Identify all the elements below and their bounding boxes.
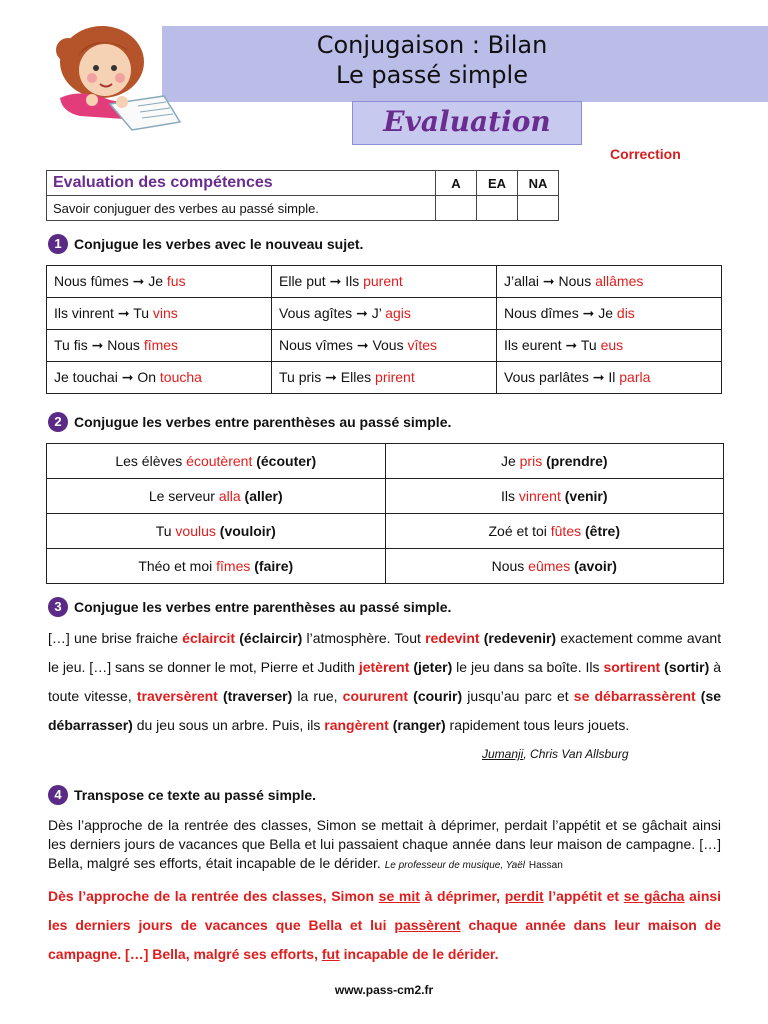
verb-hint: (éclaircir) <box>239 630 303 646</box>
answer: traversèrent <box>136 688 218 704</box>
exercise-1-row <box>47 330 722 362</box>
text-segment: l’atmosphère. Tout <box>306 630 421 646</box>
exercise-1-cell <box>497 266 722 298</box>
answer: alla <box>218 488 241 504</box>
given-form: Je touchai <box>54 369 118 385</box>
new-subject: On <box>137 369 157 385</box>
exercise-2-cell <box>385 479 724 514</box>
exercise-2-title <box>48 412 451 432</box>
exercise-1-table <box>46 265 722 394</box>
exercise-1-title <box>48 234 363 254</box>
competences-table <box>46 170 559 221</box>
exercise-1-number: 1 <box>48 234 68 254</box>
exercise-4-instruction: Transpose ce texte au passé simple. <box>74 787 317 803</box>
text-segment: ainsi les derniers jours de vacances que Bella et lui <box>48 888 722 933</box>
exercise-3-source <box>482 747 629 761</box>
arrow-icon: ➞ <box>117 305 130 321</box>
exercise-1-instruction: Conjugue les verbes avec le nouveau sujet. <box>74 236 364 252</box>
competences-title: Evaluation des compétences <box>47 171 436 196</box>
verb-hint: (jeter) <box>413 659 453 675</box>
exercise-2-table <box>46 443 724 584</box>
answer: fus <box>166 273 186 289</box>
new-subject: Tu <box>133 305 150 321</box>
arrow-icon: ➞ <box>121 369 134 385</box>
given-form: Tu pris <box>279 369 322 385</box>
new-subject: Nous <box>558 273 592 289</box>
source-author: Hassan <box>528 860 563 871</box>
answer: dis <box>616 305 635 321</box>
cell-ea <box>477 196 518 221</box>
answer: toucha <box>159 369 202 385</box>
text-segment: à toute vitesse, <box>48 659 721 704</box>
arrow-icon: ➞ <box>329 273 342 289</box>
exercise-2-number: 2 <box>48 412 68 432</box>
verb-hint: (écouter) <box>256 453 317 469</box>
verb-hint: (traverser) <box>222 688 293 704</box>
exercise-4-number: 4 <box>48 785 68 805</box>
exercise-1-cell <box>497 362 722 394</box>
new-subject: Ils <box>345 273 360 289</box>
given-form: Elle put <box>279 273 326 289</box>
exercise-2-cell <box>47 514 386 549</box>
text-segment: incapable de le dérider. <box>343 946 499 962</box>
arrow-icon: ➞ <box>132 273 145 289</box>
text-segment: chaque année dans leur maison de campagne. […] Bella, malgré ses efforts, <box>48 917 722 962</box>
verb-hint: (vouloir) <box>219 523 276 539</box>
verb-hint: (prendre) <box>546 453 608 469</box>
given-form: Nous dîmes <box>504 305 579 321</box>
verb-hint: (redevenir) <box>483 630 557 646</box>
arrow-icon: ➞ <box>356 305 368 321</box>
exercise-3-text <box>48 624 721 740</box>
given-form: Ils eurent <box>504 337 562 353</box>
subject: Le serveur <box>148 488 215 504</box>
given-form: Vous parlâtes <box>504 369 589 385</box>
new-subject: Elles <box>340 369 372 385</box>
arrow-icon: ➞ <box>91 337 104 353</box>
exercise-1-row <box>47 298 722 330</box>
exercise-1-cell <box>272 298 497 330</box>
answer: redevint <box>425 630 480 646</box>
subject: Zoé et toi <box>488 523 547 539</box>
exercise-4-original-text <box>48 816 721 875</box>
evaluation-banner: Evaluation <box>352 101 582 145</box>
verb-hint: (avoir) <box>574 558 617 574</box>
new-subject: J’ <box>371 305 382 321</box>
given-form: Nous fûmes <box>54 273 129 289</box>
text-segment: rapidement tous leurs jouets. <box>449 717 630 733</box>
exercise-1-cell <box>497 330 722 362</box>
new-subject: Tu <box>580 337 597 353</box>
given-form: Tu fis <box>54 337 88 353</box>
verb-hint: (faire) <box>254 558 294 574</box>
given-form: J’allai <box>504 273 540 289</box>
answer: se mit <box>378 888 420 904</box>
arrow-icon: ➞ <box>582 305 595 321</box>
answer: parla <box>619 369 651 385</box>
answer: jetèrent <box>358 659 410 675</box>
answer: éclaircit <box>182 630 236 646</box>
answer: fîmes <box>143 337 179 353</box>
answer: purent <box>363 273 403 289</box>
answer: écoutèrent <box>186 453 253 469</box>
subject: Ils <box>500 488 515 504</box>
text-segment: à déprimer, <box>424 888 501 904</box>
new-subject: Je <box>148 273 164 289</box>
col-ea: EA <box>477 171 518 196</box>
answer: vins <box>152 305 178 321</box>
exercise-1-cell <box>47 330 272 362</box>
page-title <box>162 30 702 90</box>
new-subject: Nous <box>107 337 140 353</box>
exercise-2-cell <box>47 479 386 514</box>
title-line-1: Conjugaison : Bilan <box>316 31 548 59</box>
exercise-2-cell <box>47 549 386 584</box>
text-segment: exactement comme avant le jeu. […] sans se donner le mot, Pierre et Judith <box>48 630 722 675</box>
exercise-1-cell <box>47 298 272 330</box>
verb-hint: (ranger) <box>392 717 446 733</box>
new-subject: Je <box>598 305 614 321</box>
arrow-icon: ➞ <box>325 369 337 385</box>
answer: eus <box>600 337 624 353</box>
answer: prirent <box>375 369 415 385</box>
exercise-2-row <box>47 479 724 514</box>
new-subject: Vous <box>372 337 404 353</box>
text-segment: Dès l’approche de la rentrée des classes, Simon <box>48 888 374 904</box>
answer: perdit <box>504 888 544 904</box>
cell-na <box>518 196 559 221</box>
answer: fîmes <box>216 558 251 574</box>
answer: vîtes <box>407 337 438 353</box>
exercise-4-source <box>385 860 525 871</box>
new-subject: Il <box>608 369 616 385</box>
answer: agis <box>385 305 411 321</box>
footer-url[interactable]: www.pass-cm2.fr <box>334 983 434 997</box>
answer: rangèrent <box>324 717 389 733</box>
text-segment: le jeu dans sa boîte. Ils <box>456 659 600 675</box>
text-segment: l’appétit et <box>548 888 620 904</box>
col-a: A <box>436 171 477 196</box>
arrow-icon: ➞ <box>542 273 555 289</box>
source-title: Jumanji <box>482 747 524 761</box>
text-segment: du jeu sous un arbre. Puis, ils <box>136 717 321 733</box>
answer: coururent <box>342 688 409 704</box>
exercise-1-cell <box>47 362 272 394</box>
exercise-2-cell <box>385 514 724 549</box>
subject: Théo et moi <box>138 558 213 574</box>
arrow-icon: ➞ <box>356 337 369 353</box>
text-segment: […] une brise fraiche <box>48 630 178 646</box>
answer: passèrent <box>394 917 461 933</box>
exercise-1-cell <box>272 330 497 362</box>
answer: se débarrassèrent <box>573 688 696 704</box>
exercise-4-title <box>48 785 316 805</box>
answer: fûtes <box>550 523 582 539</box>
exercise-1-cell <box>272 362 497 394</box>
subject: Je <box>500 453 516 469</box>
subject: Nous <box>491 558 525 574</box>
exercise-2-cell <box>47 444 386 479</box>
answer: vinrent <box>518 488 561 504</box>
answer: voulus <box>175 523 216 539</box>
exercise-1-row <box>47 362 722 394</box>
competence-row: Savoir conjuguer des verbes au passé simple. <box>47 196 436 221</box>
verb-hint: (se débarrasser) <box>48 688 722 733</box>
exercise-3-instruction: Conjugue les verbes entre parenthèses au passé simple. <box>74 599 452 615</box>
exercise-1-cell <box>272 266 497 298</box>
answer: pris <box>519 453 543 469</box>
exercise-2-row <box>47 514 724 549</box>
cell-a <box>436 196 477 221</box>
exercise-1-cell <box>497 298 722 330</box>
title-line-2: Le passé simple <box>336 61 528 89</box>
subject: Les élèves <box>115 453 183 469</box>
exercise-2-row <box>47 549 724 584</box>
text-segment: la rue, <box>297 688 338 704</box>
answer: eûmes <box>528 558 571 574</box>
verb-hint: (courir) <box>413 688 463 704</box>
original-text: Dès l’approche de la rentrée des classes, Simon se mettait à déprimer, perdait l’appétit et se gâchait ainsi les derniers jours de vacances que Bella et lui passaient chaque année dans leur maison de campagne. […] Bella, malgré ses efforts, était incapable de le dérider. <box>48 817 721 871</box>
exercise-4-answer <box>48 882 721 969</box>
source-title: Le professeur de musique <box>384 860 501 871</box>
exercise-2-instruction: Conjugue les verbes entre parenthèses au passé simple. <box>74 414 452 430</box>
exercise-1-cell <box>47 266 272 298</box>
col-na: NA <box>518 171 559 196</box>
exercise-2-row <box>47 444 724 479</box>
correction-label: Correction <box>610 146 681 162</box>
answer: fut <box>321 946 340 962</box>
verb-hint: (aller) <box>244 488 283 504</box>
arrow-icon: ➞ <box>592 369 605 385</box>
verb-hint: (sortir) <box>664 659 710 675</box>
exercise-3-number: 3 <box>48 597 68 617</box>
exercise-2-cell <box>385 444 724 479</box>
verb-hint: (être) <box>585 523 621 539</box>
text-segment: jusqu’au parc et <box>467 688 569 704</box>
answer: sortirent <box>603 659 661 675</box>
arrow-icon: ➞ <box>565 337 578 353</box>
exercise-2-cell <box>385 549 724 584</box>
verb-hint: (venir) <box>564 488 608 504</box>
given-form: Vous agîtes <box>279 305 353 321</box>
given-form: Ils vinrent <box>54 305 114 321</box>
source-author: , Chris Van Allsburg <box>523 747 629 761</box>
exercise-1-row <box>47 266 722 298</box>
subject: Tu <box>155 523 172 539</box>
exercise-3-title <box>48 597 451 617</box>
given-form: Nous vîmes <box>279 337 353 353</box>
answer: se gâcha <box>623 888 685 904</box>
source-author-part: , Yaël <box>500 860 525 871</box>
answer: allâmes <box>595 273 644 289</box>
